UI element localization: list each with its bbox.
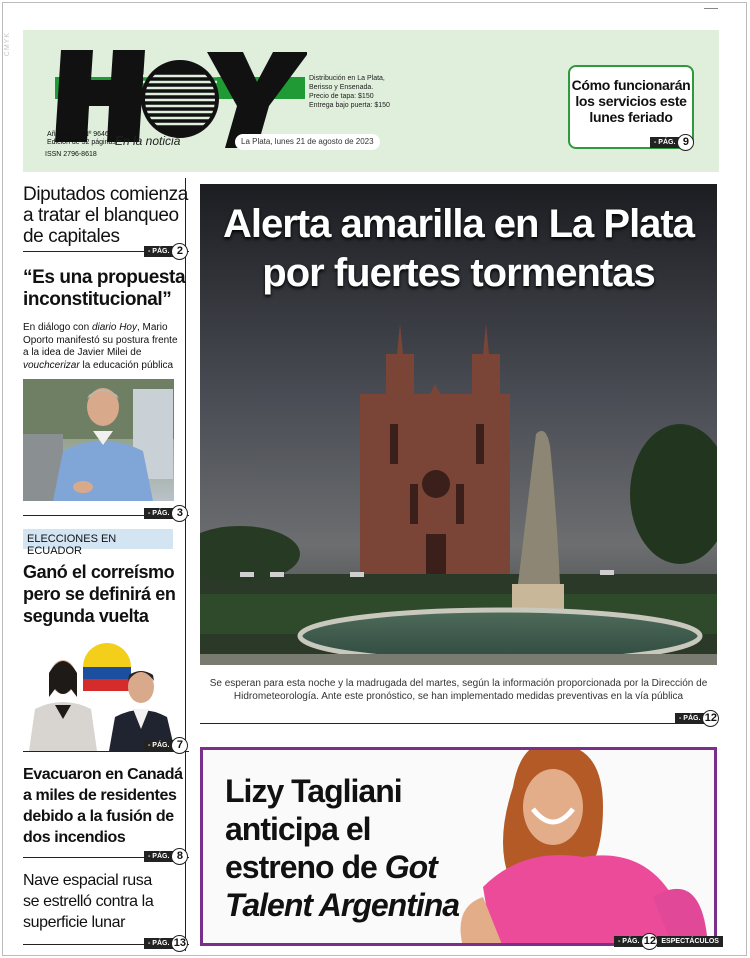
page-ref-9[interactable]: - PÁG. 9 <box>650 134 694 150</box>
corner-mark <box>704 8 718 9</box>
page-ref-12[interactable]: - PÁG. 12 <box>675 710 719 726</box>
distribution-info: Distribución en La Plata, Berisso y Ensenada. Precio de tapa: $150 Entrega bajo puerta: $150 <box>309 75 390 109</box>
feriado-teaser[interactable]: Cómo funcionarán los servicios este lunes feriado <box>568 65 694 149</box>
masthead <box>23 30 719 172</box>
page-ref-2[interactable]: - PÁG. 2 <box>144 243 188 259</box>
page-ref-8[interactable]: - PÁG. 8 <box>144 848 188 864</box>
oporto-summary: En diálogo con diario Hoy, Mario Oporto manifestó su postura frente a la idea de Javier Milei de vouchcerizar la educación pública <box>23 322 178 371</box>
cmyk-mark: CMYK <box>4 32 11 57</box>
section-tag-ecuador: ELECCIONES EN ECUADOR <box>23 529 173 549</box>
nave-headline[interactable]: Nave espacial rusa se estrelló contra la superficie lunar <box>23 872 154 931</box>
oporto-photo <box>23 379 174 501</box>
oporto-headline[interactable]: “Es una propuesta inconstitucional” <box>23 267 186 310</box>
ecuador-headline[interactable]: Ganó el correísmo pero se definirá en segunda vuelta <box>23 562 176 626</box>
lizy-tagliani-feature[interactable] <box>200 747 717 946</box>
diputados-headline[interactable]: Diputados comienza a tratar el blanqueo de capitales <box>23 184 188 247</box>
year-issue: Año XXIX • Nº 9646 <box>47 131 109 138</box>
lizy-headline: Lizy Tagliani anticipa el estreno de Got Talent Argentina <box>225 773 460 923</box>
dateline: La Plata, lunes 21 de agosto de 2023 <box>235 134 380 150</box>
tagline: En la noticia <box>115 134 181 148</box>
ecuador-candidates-photo <box>23 639 183 751</box>
edition-pages: Edición de 32 páginas <box>47 139 116 146</box>
canada-headline[interactable]: Evacuaron en Canadá a miles de residentes debido a la fusión de dos incendios <box>23 766 183 846</box>
hero-headline[interactable]: Alerta amarilla en La Plata por fuertes tormentas <box>222 202 694 295</box>
page-ref-12-espectaculos[interactable]: - PÁG. 12 ESPECTÁCULOS <box>614 933 723 949</box>
issn: ISSN 2796-8618 <box>45 151 97 158</box>
divider <box>200 723 717 724</box>
page-ref-3[interactable]: - PÁG. 3 <box>144 505 188 521</box>
column-divider <box>185 178 186 951</box>
hero-photo-cathedral <box>200 184 717 665</box>
page-ref-7[interactable]: - PÁG. 7 <box>144 737 188 753</box>
page-ref-13[interactable]: - PÁG. 13 <box>144 935 188 951</box>
hero-caption: Se esperan para esta noche y la madrugada del martes, según la información proporcionada por la Dirección de Hidrometeorología. Ante este pronóstico, se han implementado medidas preventivas en la vía pública <box>209 678 708 702</box>
lizy-photo <box>453 747 715 946</box>
